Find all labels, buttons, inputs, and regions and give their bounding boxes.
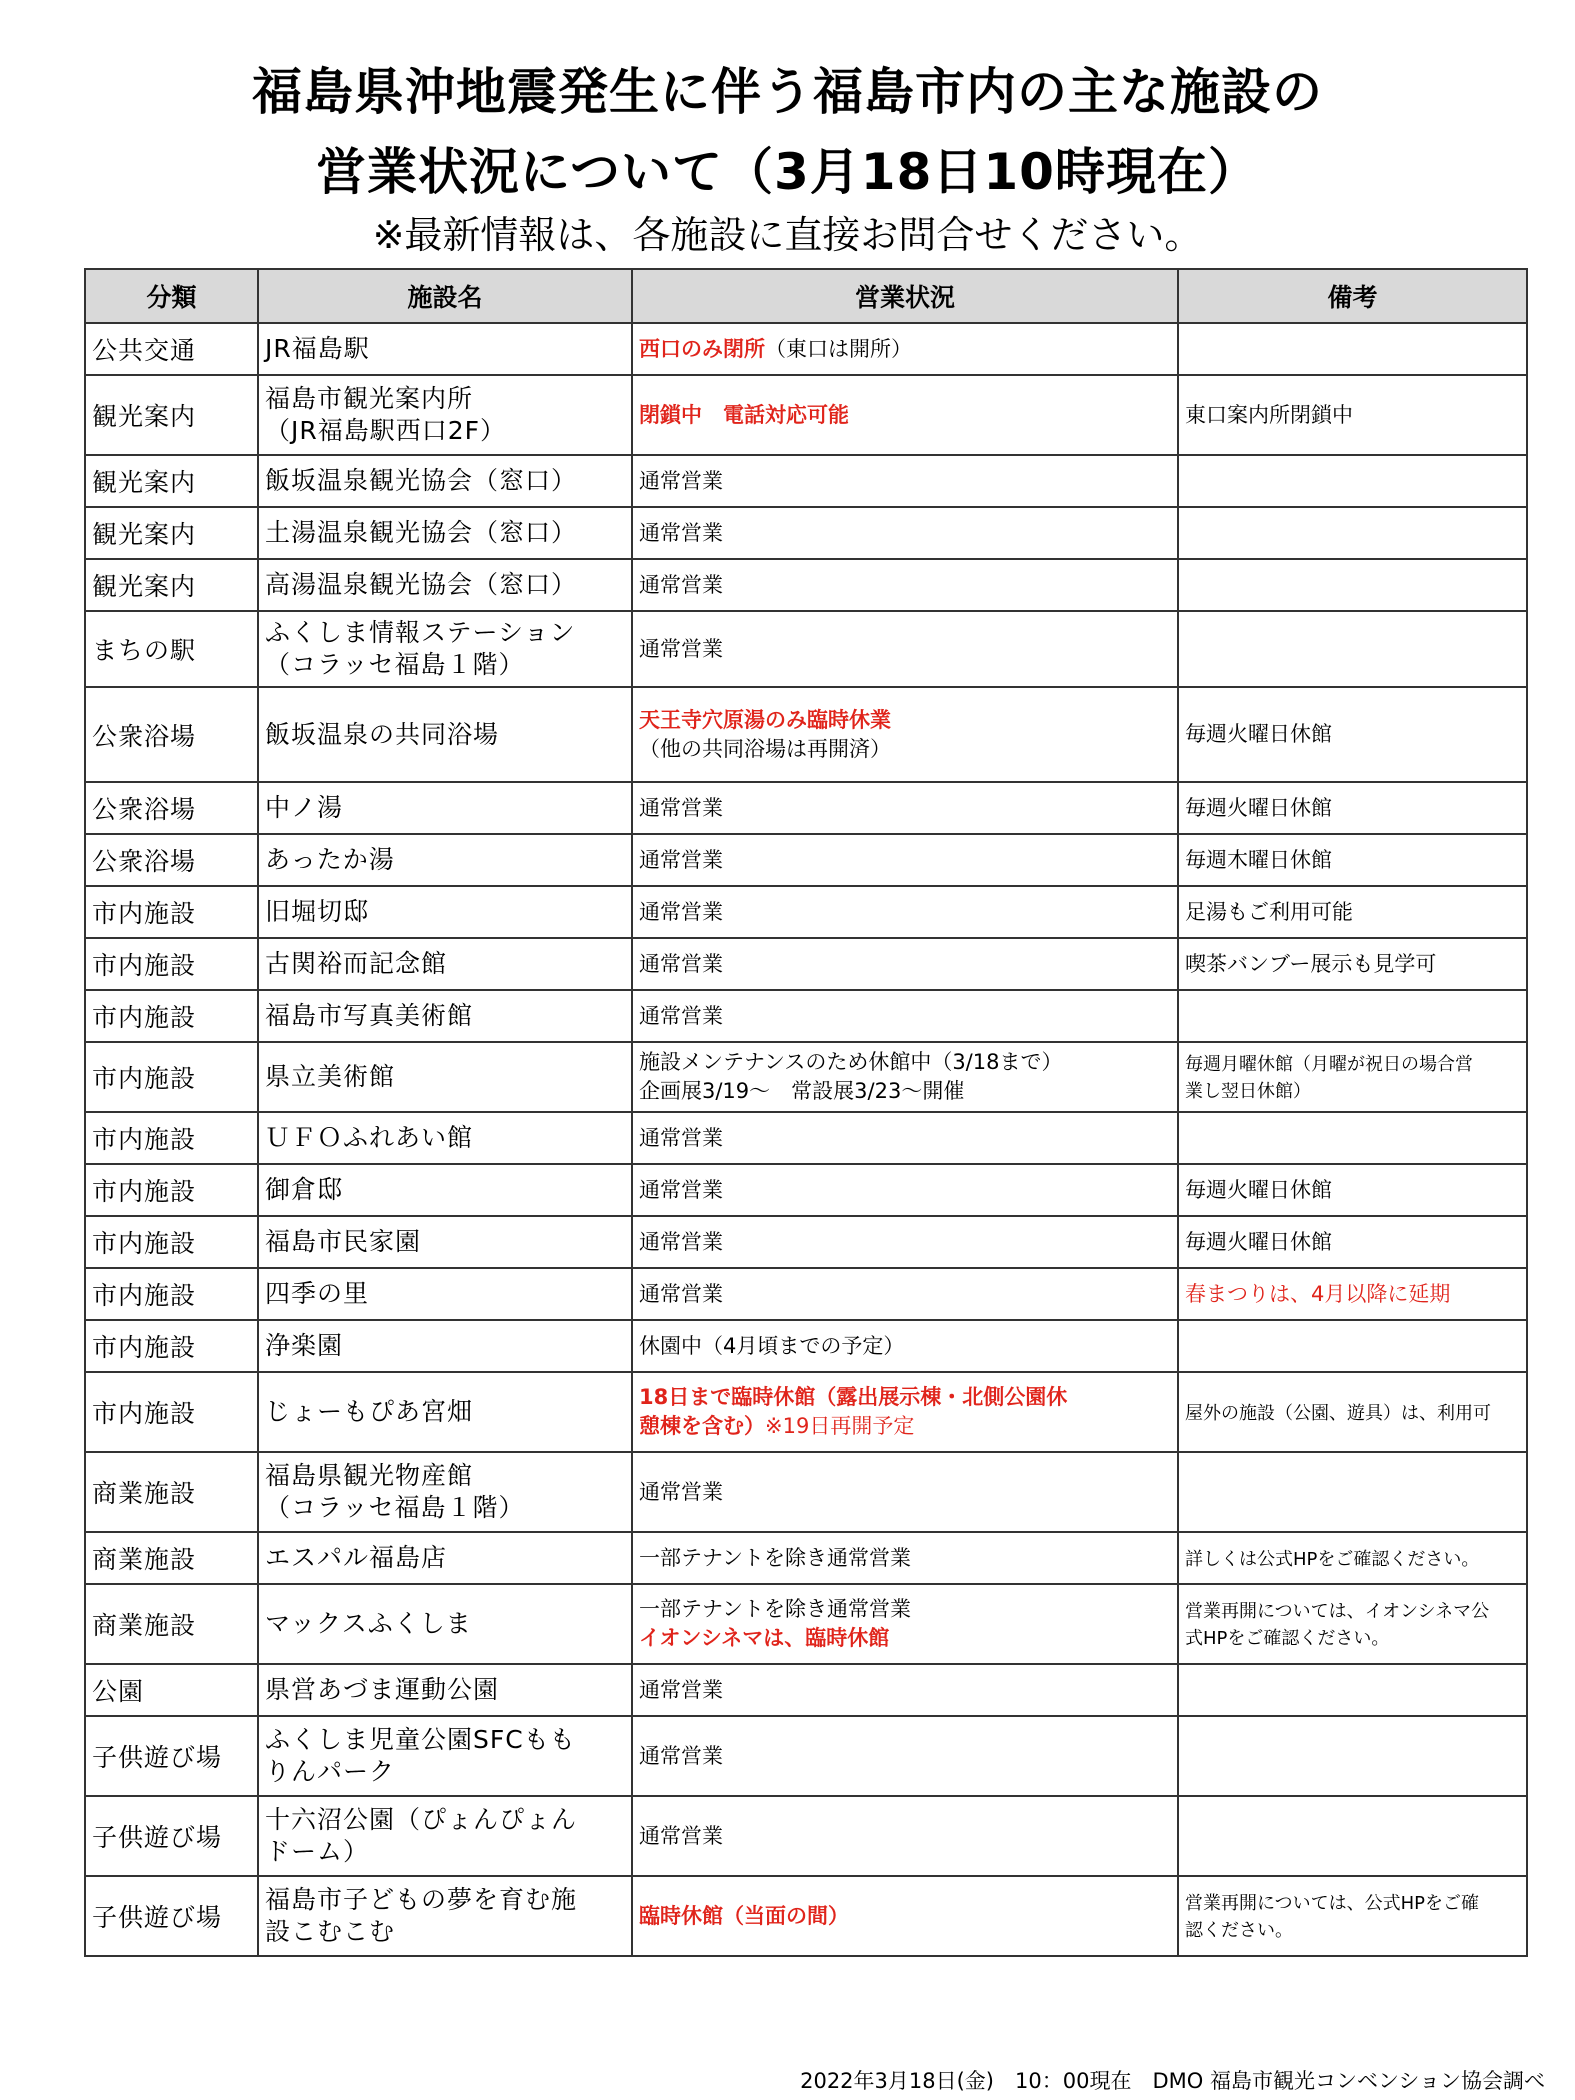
- cell-notes: [1178, 455, 1527, 507]
- status-text-text: 通常営業: [639, 1823, 723, 1848]
- status-line: [639, 950, 1171, 979]
- status-text-red: 18日まで臨時休館（露出展示棟・北側公園休: [639, 1385, 1068, 1409]
- facility-name-line: （JR福島駅西口2F）: [265, 416, 507, 445]
- facility-name-line: りんパーク: [265, 1757, 396, 1786]
- facility-name-line: （コラッセ福島１階）: [265, 1493, 525, 1522]
- cell-facility: [258, 323, 632, 375]
- notes-text-small: 営業再開については、イオンシネマ公: [1185, 1601, 1490, 1622]
- table-row: [85, 611, 1527, 687]
- notes-text-text: 喫茶バンブー展示も見学可: [1185, 951, 1437, 976]
- cell-facility: [258, 1372, 632, 1452]
- cell-category: 観光案内: [85, 559, 258, 611]
- cell-status: [632, 507, 1178, 559]
- status-text-red: 憩棟を含む）: [639, 1414, 765, 1438]
- status-text-text: 通常営業: [639, 520, 723, 545]
- table-row: [85, 1268, 1527, 1320]
- status-line: [639, 794, 1171, 823]
- table-row: [85, 1112, 1527, 1164]
- table-row: [85, 782, 1527, 834]
- status-text-text: 通常営業: [639, 951, 723, 976]
- table-row: [85, 323, 1527, 375]
- cell-notes: [1178, 375, 1527, 455]
- status-line: [639, 735, 1171, 764]
- notes-line: [1185, 899, 1520, 926]
- cell-status: [632, 455, 1178, 507]
- cell-status: [632, 1320, 1178, 1372]
- facility-name-line: 土湯温泉観光協会（窓口）: [265, 518, 578, 547]
- notes-line: [1185, 402, 1520, 429]
- status-text-red: 天王寺穴原湯のみ臨時休業: [639, 707, 891, 732]
- facility-name-line: 福島市民家園: [265, 1227, 422, 1256]
- status-line: [639, 571, 1171, 600]
- cell-facility: [258, 782, 632, 834]
- notes-line: [1185, 1281, 1520, 1308]
- cell-status: [632, 886, 1178, 938]
- cell-category: 商業施設: [85, 1532, 258, 1584]
- status-text-text: 一部テナントを除き通常営業: [639, 1545, 911, 1570]
- facility-name-line: 高湯温泉観光協会（窓口）: [265, 570, 578, 599]
- cell-notes: [1178, 1664, 1527, 1716]
- cell-notes: [1178, 1112, 1527, 1164]
- cell-notes: [1178, 834, 1527, 886]
- cell-notes: [1178, 1584, 1527, 1664]
- cell-facility: [258, 507, 632, 559]
- facility-name-line: 福島県観光物産館: [265, 1461, 474, 1490]
- cell-status: [632, 611, 1178, 687]
- table-row: [85, 1164, 1527, 1216]
- table-row: [85, 1452, 1527, 1532]
- cell-notes: [1178, 1164, 1527, 1216]
- notes-text-small: 認ください。: [1185, 1920, 1293, 1941]
- status-text-text: 通常営業: [639, 1003, 723, 1028]
- status-text-text: 通常営業: [639, 1229, 723, 1254]
- cell-facility: [258, 1320, 632, 1372]
- facility-name-line: 中ノ湯: [265, 793, 344, 822]
- cell-notes: [1178, 1876, 1527, 1956]
- cell-category: 商業施設: [85, 1584, 258, 1664]
- cell-category: 公衆浴場: [85, 782, 258, 834]
- cell-notes: [1178, 1452, 1527, 1532]
- notes-line: [1185, 795, 1520, 822]
- status-text-text: 通常営業: [639, 572, 723, 597]
- status-line: [639, 1624, 1171, 1653]
- cell-facility: [258, 687, 632, 782]
- cell-status: [632, 782, 1178, 834]
- status-text-text: 一部テナントを除き通常営業: [639, 1597, 911, 1621]
- status-text-text: 通常営業: [639, 899, 723, 924]
- cell-category: 市内施設: [85, 990, 258, 1042]
- cell-notes: [1178, 611, 1527, 687]
- facility-name-line: 古関裕而記念館: [265, 949, 448, 978]
- status-line: [639, 335, 1171, 364]
- cell-facility: [258, 938, 632, 990]
- facility-name-line: ふくしま情報ステーション: [265, 618, 576, 647]
- facility-status-table: [84, 268, 1528, 1957]
- status-text-red: 西口のみ閉所: [639, 336, 765, 361]
- cell-category: 公衆浴場: [85, 834, 258, 886]
- cell-status: [632, 1876, 1178, 1956]
- table-row: [85, 1716, 1527, 1796]
- status-line: [639, 1544, 1171, 1573]
- cell-notes: [1178, 1716, 1527, 1796]
- status-text-redplain: ※19日再開予定: [765, 1414, 915, 1438]
- facility-name-line: 御倉邸: [265, 1175, 344, 1204]
- facility-name-line: 浄楽園: [265, 1331, 344, 1360]
- facility-name-line: 県営あづま運動公園: [265, 1675, 500, 1704]
- cell-category: 市内施設: [85, 886, 258, 938]
- cell-status: [632, 1716, 1178, 1796]
- notes-text-small: 毎週月曜休館（月曜が祝日の場合営: [1185, 1054, 1473, 1075]
- status-line: [639, 1280, 1171, 1309]
- cell-category: 観光案内: [85, 375, 258, 455]
- cell-status: [632, 687, 1178, 782]
- cell-category: 市内施設: [85, 1112, 258, 1164]
- table-row: [85, 375, 1527, 455]
- cell-category: 市内施設: [85, 1268, 258, 1320]
- status-line: [639, 1595, 1171, 1624]
- facility-name-line: JR福島駅: [265, 334, 370, 363]
- facility-name-line: 福島市子どもの夢を育む施: [265, 1885, 578, 1914]
- notes-text-small: 営業再開については、公式HPをご確: [1185, 1893, 1480, 1914]
- cell-facility: [258, 1216, 632, 1268]
- notes-text-small: 業し翌日休館）: [1185, 1081, 1311, 1102]
- cell-status: [632, 1664, 1178, 1716]
- notes-text-text: 東口案内所閉鎖中: [1185, 402, 1353, 427]
- cell-notes: [1178, 1532, 1527, 1584]
- table-row: [85, 938, 1527, 990]
- cell-facility: [258, 1042, 632, 1112]
- cell-status: [632, 834, 1178, 886]
- cell-status: [632, 990, 1178, 1042]
- cell-category: まちの駅: [85, 611, 258, 687]
- cell-facility: [258, 990, 632, 1042]
- cell-notes: [1178, 990, 1527, 1042]
- cell-notes: [1178, 1320, 1527, 1372]
- notes-line: [1185, 1889, 1520, 1916]
- table-row: [85, 507, 1527, 559]
- table-header-row: [85, 269, 1527, 323]
- facility-name-line: 四季の里: [265, 1279, 370, 1308]
- notes-line: [1185, 1624, 1520, 1651]
- cell-notes: [1178, 1372, 1527, 1452]
- notes-text-small: 屋外の施設（公園、遊具）は、利用可: [1185, 1402, 1491, 1424]
- table-row: [85, 455, 1527, 507]
- table-row: [85, 990, 1527, 1042]
- status-line: [639, 1383, 1171, 1412]
- page-title-line-2: 営業状況について（3月18日10時現在）: [316, 143, 1259, 201]
- table-row: [85, 559, 1527, 611]
- table-row: [85, 834, 1527, 886]
- status-line: [639, 1676, 1171, 1705]
- cell-notes: [1178, 507, 1527, 559]
- cell-notes: [1178, 1268, 1527, 1320]
- notes-line: [1185, 847, 1520, 874]
- status-text-text: 通常営業: [639, 1281, 723, 1306]
- status-line: [639, 898, 1171, 927]
- notes-line: [1185, 1177, 1520, 1204]
- cell-facility: [258, 886, 632, 938]
- cell-status: [632, 323, 1178, 375]
- cell-facility: [258, 834, 632, 886]
- notes-line: [1185, 1916, 1520, 1943]
- cell-category: 公共交通: [85, 323, 258, 375]
- cell-category: 市内施設: [85, 1320, 258, 1372]
- cell-status: [632, 1532, 1178, 1584]
- notes-line: [1185, 1050, 1520, 1077]
- cell-category: 子供遊び場: [85, 1796, 258, 1876]
- cell-category: 市内施設: [85, 1164, 258, 1216]
- facility-name-line: ふくしま児童公園SFCもも: [265, 1725, 576, 1754]
- cell-status: [632, 1796, 1178, 1876]
- header-facility: 施設名: [258, 269, 632, 323]
- status-line: [639, 1412, 1171, 1441]
- cell-status: [632, 1164, 1178, 1216]
- notes-line: [1185, 1077, 1520, 1104]
- cell-notes: [1178, 1796, 1527, 1876]
- header-notes: 備考: [1178, 269, 1527, 323]
- facility-name-line: 飯坂温泉観光協会（窓口）: [265, 466, 578, 495]
- facility-name-line: ＵＦＯふれあい館: [265, 1123, 474, 1152]
- status-text-text: 通常営業: [639, 1479, 723, 1504]
- cell-facility: [258, 611, 632, 687]
- notes-text-text: 毎週木曜日休館: [1185, 847, 1332, 872]
- cell-category: 市内施設: [85, 938, 258, 990]
- status-text-red: イオンシネマは、臨時休館: [639, 1626, 890, 1650]
- status-text-text: 通常営業: [639, 1743, 723, 1768]
- facility-name-line: 飯坂温泉の共同浴場: [265, 719, 500, 749]
- cell-status: [632, 938, 1178, 990]
- cell-facility: [258, 1112, 632, 1164]
- cell-facility: [258, 1876, 632, 1956]
- cell-category: 観光案内: [85, 507, 258, 559]
- cell-category: 観光案内: [85, 455, 258, 507]
- cell-category: 商業施設: [85, 1452, 258, 1532]
- status-line: [639, 846, 1171, 875]
- cell-notes: [1178, 782, 1527, 834]
- facility-name-line: マックスふくしま: [265, 1609, 472, 1638]
- status-line: [639, 706, 1171, 735]
- notes-text-small: 式HPをご確認ください。: [1185, 1628, 1390, 1649]
- status-line: [639, 467, 1171, 496]
- cell-status: [632, 559, 1178, 611]
- cell-status: [632, 1042, 1178, 1112]
- cell-category: 子供遊び場: [85, 1876, 258, 1956]
- table-row: [85, 1216, 1527, 1268]
- status-line: [639, 401, 1171, 430]
- header-status: 営業状況: [632, 269, 1178, 323]
- cell-facility: [258, 1664, 632, 1716]
- status-text-red: 閉鎖中 電話対応可能: [639, 402, 849, 427]
- facility-name-line: 十六沼公園（ぴょんぴょん: [265, 1805, 578, 1834]
- status-line: [639, 1822, 1171, 1851]
- table-row: [85, 886, 1527, 938]
- facility-name-line: 福島市写真美術館: [265, 1001, 474, 1030]
- cell-facility: [258, 559, 632, 611]
- header-category: 分類: [85, 269, 258, 323]
- status-line: [639, 1077, 1171, 1106]
- table-row: [85, 1664, 1527, 1716]
- cell-category: 市内施設: [85, 1372, 258, 1452]
- table-row: [85, 1796, 1527, 1876]
- table-row: [85, 1584, 1527, 1664]
- notes-text-text: 足湯もご利用可能: [1185, 899, 1353, 924]
- status-text-text: 通常営業: [639, 636, 723, 661]
- status-text-text: 通常営業: [639, 468, 723, 493]
- facility-name-line: じょーもぴあ宮畑: [265, 1397, 474, 1426]
- notes-line: [1185, 721, 1520, 748]
- status-line: [639, 1742, 1171, 1771]
- notes-line: [1185, 1399, 1520, 1426]
- status-text-text: 休園中（4月頃までの予定）: [639, 1333, 905, 1358]
- cell-notes: [1178, 687, 1527, 782]
- cell-category: 公園: [85, 1664, 258, 1716]
- facility-name-line: （コラッセ福島１階）: [265, 650, 525, 679]
- cell-category: 公衆浴場: [85, 687, 258, 782]
- status-line: [639, 1176, 1171, 1205]
- table-row: [85, 1320, 1527, 1372]
- cell-status: [632, 1216, 1178, 1268]
- cell-notes: [1178, 1216, 1527, 1268]
- notes-text-small: 詳しくは公式HPをご確認ください。: [1185, 1548, 1480, 1570]
- cell-status: [632, 1112, 1178, 1164]
- status-text-text: 通常営業: [639, 1177, 723, 1202]
- cell-notes: [1178, 559, 1527, 611]
- cell-category: 市内施設: [85, 1042, 258, 1112]
- cell-status: [632, 1372, 1178, 1452]
- cell-status: [632, 375, 1178, 455]
- status-text-text: （他の共同浴場は再開済）: [639, 736, 891, 761]
- facility-name-line: エスパル福島店: [265, 1543, 448, 1572]
- notes-text-text: 毎週火曜日休館: [1185, 1229, 1332, 1254]
- status-line: [639, 1124, 1171, 1153]
- notes-line: [1185, 1229, 1520, 1256]
- cell-category: 市内施設: [85, 1216, 258, 1268]
- status-text-text: （東口は開所）: [765, 336, 912, 361]
- status-text-text: 通常営業: [639, 1677, 723, 1702]
- status-line: [639, 1478, 1171, 1507]
- status-line: [639, 1002, 1171, 1031]
- page-title-line-1: 福島県沖地震発生に伴う福島市内の主な施設の: [252, 63, 1323, 121]
- cell-category: 子供遊び場: [85, 1716, 258, 1796]
- footer-source-note: 2022年3月18日(金) 10：00現在 DMO 福島市観光コンベンション協会調べ: [800, 2069, 1545, 2093]
- status-text-text: 施設メンテナンスのため休館中（3/18まで）: [639, 1050, 1063, 1074]
- table-body: [85, 323, 1527, 1956]
- cell-facility: [258, 455, 632, 507]
- cell-status: [632, 1584, 1178, 1664]
- cell-status: [632, 1452, 1178, 1532]
- status-line: [639, 1048, 1171, 1077]
- status-text-text: 通常営業: [639, 795, 723, 820]
- facility-name-line: 県立美術館: [265, 1062, 396, 1091]
- facility-name-line: 設こむこむ: [265, 1917, 396, 1946]
- notes-text-text: 毎週火曜日休館: [1185, 722, 1332, 746]
- notes-text-text: 毎週火曜日休館: [1185, 795, 1332, 820]
- status-text-text: 企画展3/19～ 常設展3/23～開催: [639, 1079, 965, 1103]
- facility-name-line: 旧堀切邸: [265, 897, 370, 926]
- notes-line: [1185, 951, 1520, 978]
- cell-notes: [1178, 886, 1527, 938]
- cell-status: [632, 1268, 1178, 1320]
- facility-name-line: 福島市観光案内所: [265, 384, 474, 413]
- notes-line: [1185, 1597, 1520, 1624]
- status-line: [639, 1228, 1171, 1257]
- notes-text-text: 毎週火曜日休館: [1185, 1177, 1332, 1202]
- table-row: [85, 1042, 1527, 1112]
- status-line: [639, 1332, 1171, 1361]
- table-row: [85, 1532, 1527, 1584]
- cell-facility: [258, 1532, 632, 1584]
- cell-facility: [258, 375, 632, 455]
- cell-facility: [258, 1164, 632, 1216]
- table-row: [85, 687, 1527, 782]
- status-text-red: 臨時休館（当面の間）: [639, 1903, 849, 1928]
- status-line: [639, 635, 1171, 664]
- table-row: [85, 1876, 1527, 1956]
- notes-line: [1185, 1545, 1520, 1572]
- facility-name-line: ドーム）: [265, 1837, 370, 1866]
- cell-facility: [258, 1584, 632, 1664]
- cell-facility: [258, 1452, 632, 1532]
- status-line: [639, 1902, 1171, 1931]
- table-row: [85, 1372, 1527, 1452]
- status-line: [639, 519, 1171, 548]
- page-subtitle: ※最新情報は、各施設に直接お問合せください。: [372, 213, 1203, 257]
- notes-text-redplain: 春まつりは、4月以降に延期: [1185, 1281, 1451, 1306]
- cell-facility: [258, 1268, 632, 1320]
- cell-notes: [1178, 1042, 1527, 1112]
- status-text-text: 通常営業: [639, 1125, 723, 1150]
- status-text-text: 通常営業: [639, 847, 723, 872]
- cell-facility: [258, 1796, 632, 1876]
- cell-notes: [1178, 323, 1527, 375]
- cell-notes: [1178, 938, 1527, 990]
- facility-name-line: あったか湯: [265, 845, 395, 874]
- cell-facility: [258, 1716, 632, 1796]
